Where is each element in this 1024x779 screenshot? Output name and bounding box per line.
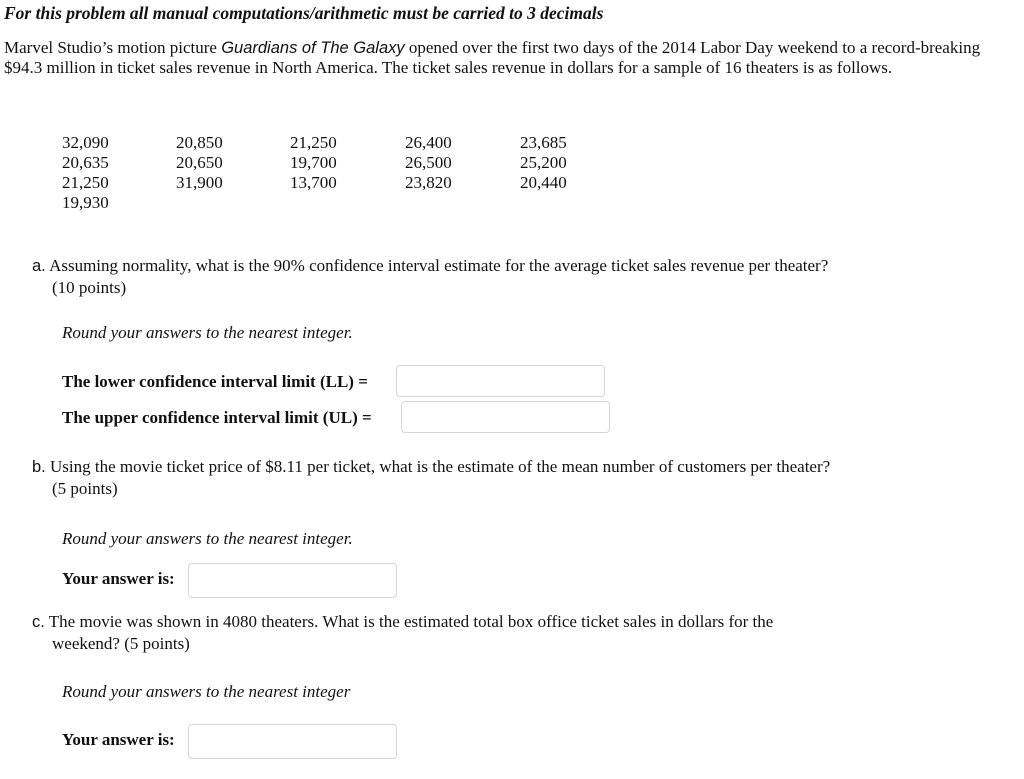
data-value: 20,850 (176, 133, 223, 152)
part-b-answer-label: Your answer is: (62, 569, 175, 588)
data-value: 13,700 (290, 173, 337, 192)
part-a-question (32, 255, 1012, 298)
ul-label: The upper confidence interval limit (UL) = (62, 408, 372, 427)
data-column-3 (290, 133, 337, 193)
data-value: 23,685 (520, 133, 567, 152)
data-column-4 (405, 133, 452, 193)
part-c-points: weekend? (5 points) (52, 634, 190, 653)
data-value: 26,500 (405, 153, 452, 172)
data-value: 23,820 (405, 173, 452, 192)
data-value: 20,440 (520, 173, 567, 192)
part-b-text: Using the movie ticket price of $8.11 per ticket, what is the estimate of the mean number of customers per theater? (45, 457, 831, 476)
intro-text-end: opened over the first two days of the 2014 Labor Day weekend to a record-breaking $94.3 million in ticket sales revenue in North America. The ticket sales revenue in dollars for a sample of 16 theaters is as follows. (4, 38, 981, 77)
part-c-question (32, 611, 1012, 654)
part-c-answer-label: Your answer is: (62, 730, 175, 749)
part-b-letter: b. (32, 458, 46, 476)
part-a-rounding-note: Round your answers to the nearest integer. (62, 323, 353, 342)
data-value: 20,635 (62, 153, 109, 172)
part-b-rounding-note: Round your answers to the nearest integer. (62, 529, 353, 548)
instruction-heading: For this problem all manual computations/arithmetic must be carried to 3 decimals (4, 3, 604, 23)
data-value: 25,200 (520, 153, 567, 172)
data-column-2 (176, 133, 223, 193)
movie-title: Guardians of The Galaxy (221, 39, 405, 57)
part-c-letter: c. (32, 613, 45, 631)
data-value: 26,400 (405, 133, 452, 152)
part-b-answer-input[interactable] (188, 563, 397, 598)
part-b-question (32, 456, 1012, 499)
ll-label: The lower confidence interval limit (LL) = (62, 372, 368, 391)
ul-input[interactable] (401, 401, 610, 433)
data-value: 19,700 (290, 153, 337, 172)
data-value: 21,250 (290, 133, 337, 152)
data-value: 31,900 (176, 173, 223, 192)
part-c-answer-input[interactable] (188, 724, 397, 759)
part-a-text: Assuming normality, what is the 90% confidence interval estimate for the average ticket sales revenue per theater? (45, 256, 829, 275)
data-value: 19,930 (62, 193, 109, 212)
ll-input[interactable] (396, 365, 605, 397)
part-c-text: The movie was shown in 4080 theaters. What is the estimated total box office ticket sales in dollars for the (44, 612, 774, 631)
data-value: 32,090 (62, 133, 109, 152)
part-a-points: (10 points) (52, 278, 127, 297)
part-c-rounding-note: Round your answers to the nearest integer (62, 682, 351, 701)
part-a-letter: a. (32, 257, 46, 275)
data-value: 21,250 (62, 173, 109, 192)
problem-intro (4, 38, 1004, 78)
data-column-1 (62, 133, 109, 213)
data-column-5 (520, 133, 567, 193)
data-value: 20,650 (176, 153, 223, 172)
part-b-points: (5 points) (52, 479, 118, 498)
intro-text-start: Marvel Studio’s motion picture (4, 38, 222, 57)
